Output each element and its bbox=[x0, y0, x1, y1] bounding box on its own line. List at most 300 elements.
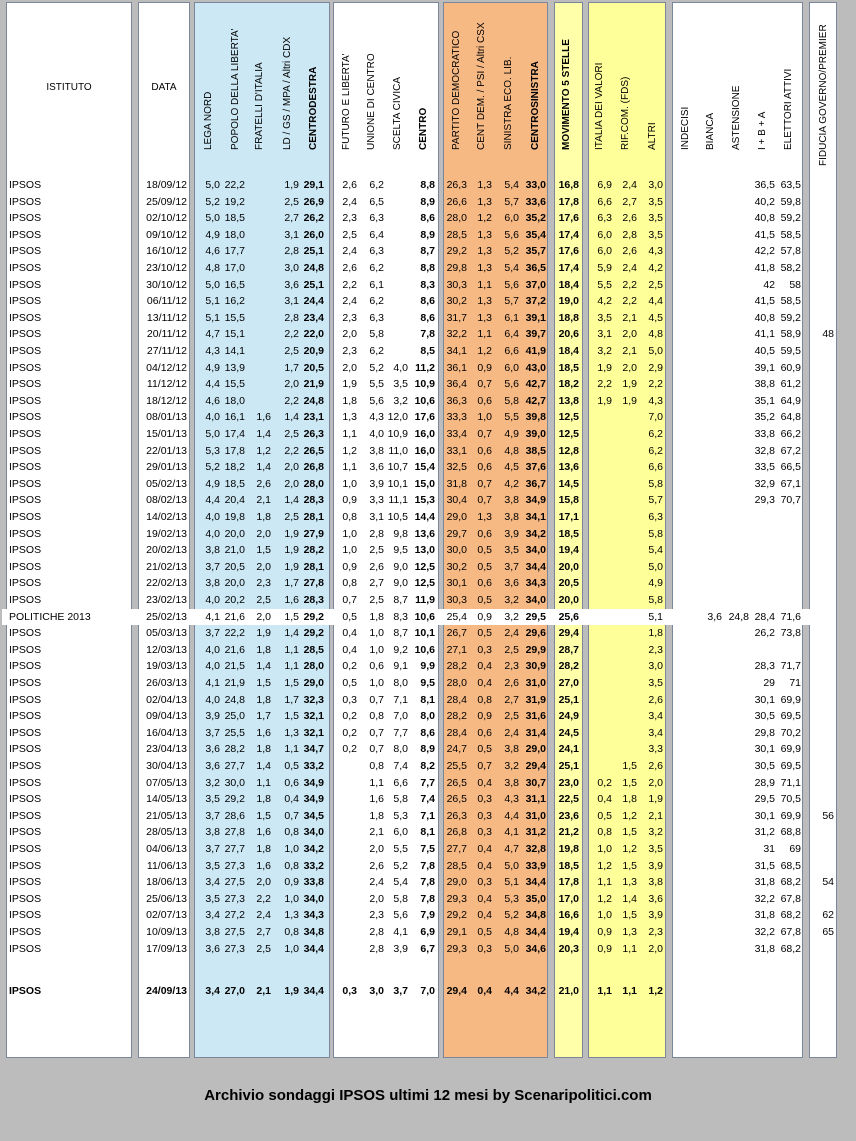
cell-rif: 2,4 bbox=[622, 262, 637, 274]
cell-scelta-civica: 9,2 bbox=[393, 643, 408, 656]
cell-pd: 29,4 bbox=[446, 985, 467, 997]
cell-centro: 8,0 bbox=[420, 710, 435, 723]
cell-iba: 31 bbox=[763, 843, 775, 855]
table-row bbox=[0, 360, 856, 377]
cell-altri: 3,5 bbox=[648, 677, 663, 689]
cell-fdi: 1,6 bbox=[256, 826, 271, 839]
cell-altri: 2,1 bbox=[648, 809, 663, 822]
cell-ld-altri: 1,7 bbox=[284, 361, 299, 374]
cell-cent-dem: 0,4 bbox=[477, 859, 492, 872]
cell-pdl: 20,5 bbox=[224, 560, 245, 573]
cell-udc: 2,1 bbox=[369, 826, 384, 839]
header-bianca: BIANCA bbox=[705, 112, 716, 150]
cell-ld-altri: 0,8 bbox=[284, 859, 299, 872]
cell-pd: 28,2 bbox=[446, 710, 467, 723]
cell-udc: 1,8 bbox=[369, 809, 384, 822]
cell-rif: 1,8 bbox=[622, 793, 637, 806]
cell-pdl: 16,2 bbox=[224, 295, 245, 308]
cell-centrodestra: 34,4 bbox=[303, 942, 324, 955]
cell-m5s: 14,5 bbox=[558, 477, 579, 490]
cell-centrodestra: 34,7 bbox=[303, 743, 324, 756]
cell-centrosinistra: 31,4 bbox=[525, 726, 546, 739]
cell-lega-nord: 4,4 bbox=[205, 494, 220, 507]
cell-istituto: IPSOS bbox=[9, 942, 42, 955]
cell-data: 02/07/13 bbox=[146, 909, 187, 922]
cell-cent-dem: 0,4 bbox=[477, 843, 492, 855]
cell-data: 14/05/13 bbox=[146, 793, 187, 806]
cell-idv: 1,1 bbox=[597, 876, 612, 889]
cell-fdi: 1,9 bbox=[256, 627, 271, 640]
cell-pd: 29,1 bbox=[446, 926, 467, 938]
cell-fdi: 1,6 bbox=[256, 411, 271, 424]
cell-altri: 3,4 bbox=[648, 726, 663, 739]
cell-lega-nord: 3,6 bbox=[205, 760, 220, 772]
cell-ld-altri: 1,6 bbox=[284, 594, 299, 606]
table-row bbox=[0, 575, 856, 592]
cell-istituto: IPSOS bbox=[9, 411, 42, 424]
cell-centrodestra: 25,1 bbox=[303, 245, 324, 258]
cell-fli: 0,2 bbox=[342, 743, 357, 756]
cell-centro: 8,2 bbox=[420, 760, 435, 772]
cell-elettori: 63,5 bbox=[780, 179, 801, 191]
table-row bbox=[0, 227, 856, 244]
cell-altri: 5,0 bbox=[648, 345, 663, 357]
cell-fli: 2,6 bbox=[342, 262, 357, 274]
cell-scelta-civica: 7,0 bbox=[393, 710, 408, 723]
cell-iba: 32,8 bbox=[754, 444, 775, 457]
cell-fli: 1,2 bbox=[342, 444, 357, 457]
cell-cent-dem: 1,0 bbox=[477, 411, 492, 424]
cell-lega-nord: 4,9 bbox=[205, 361, 220, 374]
cell-altri: 5,8 bbox=[648, 527, 663, 540]
cell-pdl: 21,0 bbox=[224, 544, 245, 557]
cell-centro: 8,6 bbox=[420, 726, 435, 739]
cell-centrosinistra: 31,6 bbox=[525, 710, 546, 723]
cell-altri: 3,2 bbox=[648, 826, 663, 839]
table-row bbox=[0, 326, 856, 343]
cell-altri: 2,6 bbox=[648, 693, 663, 706]
cell-fli: 1,1 bbox=[342, 461, 357, 474]
cell-m5s: 17,6 bbox=[558, 212, 579, 225]
cell-istituto: IPSOS bbox=[9, 859, 42, 872]
cell-m5s: 18,4 bbox=[558, 345, 579, 357]
cell-rif: 2,4 bbox=[622, 179, 637, 191]
table-row bbox=[0, 592, 856, 609]
cell-cent-dem: 0,6 bbox=[477, 461, 492, 474]
cell-scelta-civica: 3,2 bbox=[393, 394, 408, 407]
cell-istituto: IPSOS bbox=[9, 278, 42, 291]
cell-fli: 0,8 bbox=[342, 511, 357, 523]
cell-sel: 3,5 bbox=[504, 544, 519, 557]
cell-sel: 4,3 bbox=[504, 793, 519, 806]
table-row bbox=[0, 824, 856, 841]
cell-m5s: 17,8 bbox=[558, 876, 579, 889]
cell-scelta-civica: 5,8 bbox=[393, 793, 408, 806]
cell-ld-altri: 1,9 bbox=[284, 527, 299, 540]
cell-ld-altri: 2,8 bbox=[284, 311, 299, 324]
cell-scelta-civica: 10,1 bbox=[387, 477, 408, 490]
cell-centrodestra: 23,4 bbox=[303, 311, 324, 324]
cell-pdl: 25,0 bbox=[224, 710, 245, 723]
cell-fli: 0,5 bbox=[342, 610, 357, 623]
cell-udc: 3,8 bbox=[369, 444, 384, 457]
header-fiducia: FIDUCIA GOVERNO/PREMIER bbox=[818, 24, 829, 166]
cell-centrosinistra: 34,3 bbox=[525, 577, 546, 590]
cell-fdi: 1,4 bbox=[256, 660, 271, 673]
cell-pdl: 17,4 bbox=[224, 428, 245, 440]
cell-pd: 29,0 bbox=[446, 511, 467, 523]
cell-istituto: IPSOS bbox=[9, 477, 42, 490]
cell-fdi: 2,4 bbox=[256, 909, 271, 922]
cell-altri: 4,5 bbox=[648, 311, 663, 324]
cell-istituto: IPSOS bbox=[9, 926, 42, 938]
cell-pdl: 17,7 bbox=[224, 245, 245, 258]
cell-pdl: 20,2 bbox=[224, 594, 245, 606]
cell-elettori: 68,2 bbox=[780, 942, 801, 955]
cell-centrosinistra: 29,0 bbox=[525, 743, 546, 756]
cell-centrodestra: 26,5 bbox=[303, 444, 324, 457]
table-row bbox=[0, 874, 856, 891]
cell-ld-altri: 3,6 bbox=[284, 278, 299, 291]
cell-iba: 40,8 bbox=[754, 212, 775, 225]
cell-centrodestra: 26,3 bbox=[303, 428, 324, 440]
cell-cent-dem: 1,3 bbox=[477, 179, 492, 191]
table-row bbox=[0, 210, 856, 227]
table-row bbox=[0, 293, 856, 310]
cell-m5s: 20,0 bbox=[558, 594, 579, 606]
cell-centrodestra: 28,1 bbox=[303, 511, 324, 523]
cell-udc: 2,8 bbox=[369, 527, 384, 540]
cell-centrosinistra: 30,7 bbox=[525, 776, 546, 789]
cell-lega-nord: 3,9 bbox=[205, 710, 220, 723]
cell-udc: 3,0 bbox=[369, 985, 384, 997]
cell-fli: 0,9 bbox=[342, 560, 357, 573]
cell-istituto: IPSOS bbox=[9, 361, 42, 374]
cell-iba: 31,2 bbox=[754, 826, 775, 839]
cell-centrosinistra: 33,9 bbox=[525, 859, 546, 872]
cell-data: 29/01/13 bbox=[146, 461, 187, 474]
cell-udc: 6,3 bbox=[369, 245, 384, 258]
cell-idv: 5,9 bbox=[597, 262, 612, 274]
cell-fli: 2,0 bbox=[342, 361, 357, 374]
cell-iba: 31,8 bbox=[754, 909, 775, 922]
cell-scelta-civica: 10,5 bbox=[387, 511, 408, 523]
footer-caption: Archivio sondaggi IPSOS ultimi 12 mesi by Scenaripolitici.com bbox=[204, 1087, 652, 1104]
cell-m5s: 17,8 bbox=[558, 195, 579, 208]
cell-m5s: 29,4 bbox=[558, 627, 579, 640]
table-row bbox=[0, 542, 856, 559]
cell-centro: 15,0 bbox=[414, 477, 435, 490]
cell-centro: 10,6 bbox=[414, 610, 435, 623]
cell-fli: 0,2 bbox=[342, 726, 357, 739]
table-row bbox=[0, 758, 856, 775]
cell-scelta-civica: 5,8 bbox=[393, 892, 408, 905]
cell-lega-nord: 5,1 bbox=[205, 295, 220, 308]
cell-scelta-civica: 9,5 bbox=[393, 544, 408, 557]
cell-scelta-civica: 7,4 bbox=[393, 760, 408, 772]
cell-lega-nord: 5,0 bbox=[205, 212, 220, 225]
cell-m5s: 12,8 bbox=[558, 444, 579, 457]
cell-sel: 5,4 bbox=[504, 179, 519, 191]
cell-ld-altri: 1,0 bbox=[284, 892, 299, 905]
cell-scelta-civica: 8,7 bbox=[393, 627, 408, 640]
cell-pdl: 22,2 bbox=[224, 627, 245, 640]
cell-elettori: 59,2 bbox=[780, 212, 801, 225]
cell-pd: 36,1 bbox=[446, 361, 467, 374]
cell-centrodestra: 28,1 bbox=[303, 560, 324, 573]
cell-fli: 2,0 bbox=[342, 328, 357, 341]
cell-altri: 5,1 bbox=[648, 610, 663, 623]
cell-ld-altri: 1,0 bbox=[284, 843, 299, 855]
cell-istituto: IPSOS bbox=[9, 710, 42, 723]
cell-centro: 12,5 bbox=[414, 560, 435, 573]
header-fdi: FRATELLI D'ITALIA bbox=[254, 62, 265, 150]
table-row bbox=[0, 509, 856, 526]
cell-istituto: IPSOS bbox=[9, 826, 42, 839]
cell-scelta-civica: 9,0 bbox=[393, 577, 408, 590]
table-row bbox=[0, 642, 856, 659]
cell-fdi: 2,1 bbox=[256, 985, 271, 997]
cell-astensione: 24,8 bbox=[728, 610, 749, 623]
cell-data: 16/10/12 bbox=[146, 245, 187, 258]
table-row bbox=[0, 409, 856, 426]
cell-centrosinistra: 35,2 bbox=[525, 212, 546, 225]
cell-pd: 31,8 bbox=[446, 477, 467, 490]
cell-pd: 32,5 bbox=[446, 461, 467, 474]
cell-pdl: 27,3 bbox=[224, 892, 245, 905]
cell-m5s: 17,6 bbox=[558, 245, 579, 258]
cell-centrosinistra: 32,8 bbox=[525, 843, 546, 855]
cell-fdi: 2,6 bbox=[256, 477, 271, 490]
cell-centrosinistra: 34,4 bbox=[525, 876, 546, 889]
cell-scelta-civica: 7,7 bbox=[393, 726, 408, 739]
cell-centrosinistra: 39,1 bbox=[525, 311, 546, 324]
cell-ld-altri: 1,1 bbox=[284, 660, 299, 673]
cell-pdl: 15,5 bbox=[224, 378, 245, 391]
cell-lega-nord: 3,7 bbox=[205, 843, 220, 855]
cell-lega-nord: 5,1 bbox=[205, 311, 220, 324]
cell-data: 24/09/13 bbox=[146, 985, 187, 997]
cell-lega-nord: 3,8 bbox=[205, 826, 220, 839]
cell-sel: 5,7 bbox=[504, 295, 519, 308]
cell-iba: 35,1 bbox=[754, 394, 775, 407]
cell-elettori: 73,8 bbox=[780, 627, 801, 640]
table-row bbox=[0, 858, 856, 875]
cell-pdl: 18,0 bbox=[224, 394, 245, 407]
cell-udc: 2,5 bbox=[369, 594, 384, 606]
cell-pd: 30,0 bbox=[446, 544, 467, 557]
cell-rif: 2,6 bbox=[622, 245, 637, 258]
cell-cent-dem: 1,3 bbox=[477, 262, 492, 274]
cell-elettori: 71,6 bbox=[780, 610, 801, 623]
cell-istituto: IPSOS bbox=[9, 245, 42, 258]
cell-lega-nord: 5,3 bbox=[205, 444, 220, 457]
cell-pdl: 21,6 bbox=[224, 643, 245, 656]
cell-cent-dem: 0,4 bbox=[477, 776, 492, 789]
cell-iba: 30,1 bbox=[754, 809, 775, 822]
cell-lega-nord: 4,9 bbox=[205, 477, 220, 490]
cell-cent-dem: 0,8 bbox=[477, 693, 492, 706]
cell-udc: 6,3 bbox=[369, 212, 384, 225]
cell-sel: 2,3 bbox=[504, 660, 519, 673]
cell-elettori: 58,5 bbox=[780, 295, 801, 308]
cell-istituto: IPSOS bbox=[9, 909, 42, 922]
cell-istituto: IPSOS bbox=[9, 394, 42, 407]
cell-udc: 1,6 bbox=[369, 793, 384, 806]
cell-cent-dem: 0,7 bbox=[477, 477, 492, 490]
cell-centrodestra: 27,8 bbox=[303, 577, 324, 590]
cell-istituto: IPSOS bbox=[9, 809, 42, 822]
header-iba: I + B + A bbox=[757, 111, 768, 150]
cell-centrosinistra: 29,6 bbox=[525, 627, 546, 640]
cell-ld-altri: 2,2 bbox=[284, 328, 299, 341]
table-row bbox=[0, 741, 856, 758]
cell-centrodestra: 26,8 bbox=[303, 461, 324, 474]
table-row bbox=[0, 177, 856, 194]
cell-ld-altri: 2,7 bbox=[284, 212, 299, 225]
cell-centro: 7,7 bbox=[420, 776, 435, 789]
cell-istituto: IPSOS bbox=[9, 793, 42, 806]
cell-pd: 26,7 bbox=[446, 627, 467, 640]
cell-iba: 30,5 bbox=[754, 710, 775, 723]
table-row bbox=[0, 692, 856, 709]
cell-centro: 15,3 bbox=[414, 494, 435, 507]
cell-ld-altri: 1,5 bbox=[284, 677, 299, 689]
cell-pdl: 16,5 bbox=[224, 278, 245, 291]
cell-idv: 1,2 bbox=[597, 892, 612, 905]
cell-data: 11/06/13 bbox=[146, 859, 187, 872]
cell-ld-altri: 3,1 bbox=[284, 295, 299, 308]
cell-idv: 0,9 bbox=[597, 942, 612, 955]
cell-data: 12/03/13 bbox=[146, 643, 187, 656]
cell-m5s: 12,5 bbox=[558, 411, 579, 424]
cell-idv: 5,5 bbox=[597, 278, 612, 291]
header-astensione: ASTENSIONE bbox=[731, 85, 742, 150]
cell-iba: 33,5 bbox=[754, 461, 775, 474]
cell-sel: 5,4 bbox=[504, 262, 519, 274]
cell-iba: 30,1 bbox=[754, 693, 775, 706]
cell-sel: 6,4 bbox=[504, 328, 519, 341]
cell-ld-altri: 0,8 bbox=[284, 826, 299, 839]
cell-centrosinistra: 34,4 bbox=[525, 926, 546, 938]
cell-scelta-civica: 4,1 bbox=[393, 926, 408, 938]
header-sel: SINISTRA ECO. LIB. bbox=[503, 56, 514, 150]
cell-sel: 4,8 bbox=[504, 926, 519, 938]
header-rif: RIF.COM. (FDS) bbox=[620, 76, 631, 150]
cell-udc: 2,4 bbox=[369, 876, 384, 889]
cell-elettori: 68,8 bbox=[780, 826, 801, 839]
cell-fli: 0,3 bbox=[342, 985, 357, 997]
cell-scelta-civica: 6,0 bbox=[393, 826, 408, 839]
cell-sel: 5,3 bbox=[504, 892, 519, 905]
cell-ld-altri: 1,5 bbox=[284, 710, 299, 723]
cell-ld-altri: 0,7 bbox=[284, 809, 299, 822]
cell-rif: 2,0 bbox=[622, 328, 637, 341]
cell-pdl: 19,2 bbox=[224, 195, 245, 208]
cell-iba: 29,5 bbox=[754, 793, 775, 806]
cell-pd: 29,0 bbox=[446, 876, 467, 889]
cell-altri: 4,3 bbox=[648, 394, 663, 407]
cell-elettori: 69,5 bbox=[780, 710, 801, 723]
cell-centro: 11,2 bbox=[415, 361, 435, 374]
cell-pd: 26,8 bbox=[446, 826, 467, 839]
cell-fiducia: 54 bbox=[822, 876, 834, 889]
cell-centro: 10,6 bbox=[414, 394, 435, 407]
table-row bbox=[0, 891, 856, 908]
header-pdl: POPOLO DELLA LIBERTA' bbox=[230, 28, 241, 150]
cell-m5s: 18,5 bbox=[558, 859, 579, 872]
cell-udc: 2,3 bbox=[369, 909, 384, 922]
cell-rif: 2,0 bbox=[622, 361, 637, 374]
cell-data: 23/10/12 bbox=[146, 262, 187, 274]
header-idv: ITALIA DEI VALORI bbox=[594, 62, 605, 150]
cell-m5s: 19,4 bbox=[558, 926, 579, 938]
cell-centrosinistra: 37,6 bbox=[525, 461, 546, 474]
cell-rif: 1,5 bbox=[622, 826, 637, 839]
cell-lega-nord: 3,4 bbox=[205, 985, 220, 997]
cell-cent-dem: 0,4 bbox=[477, 677, 492, 689]
cell-m5s: 24,1 bbox=[558, 743, 579, 756]
cell-cent-dem: 0,4 bbox=[477, 892, 492, 905]
cell-pd: 27,1 bbox=[446, 643, 467, 656]
cell-data: 04/12/12 bbox=[146, 361, 187, 374]
cell-pdl: 17,0 bbox=[224, 262, 245, 274]
cell-fdi: 1,8 bbox=[256, 643, 271, 656]
cell-rif: 2,1 bbox=[622, 345, 637, 357]
cell-iba: 28,3 bbox=[754, 660, 775, 673]
table-row bbox=[0, 343, 856, 360]
cell-data: 09/04/13 bbox=[146, 710, 187, 723]
cell-ld-altri: 1,4 bbox=[284, 411, 299, 424]
cell-iba: 32,2 bbox=[754, 926, 775, 938]
cell-altri: 4,9 bbox=[648, 577, 663, 590]
cell-m5s: 20,3 bbox=[558, 942, 579, 955]
cell-pdl: 18,0 bbox=[224, 228, 245, 241]
cell-centrodestra: 20,9 bbox=[303, 345, 324, 357]
cell-udc: 0,7 bbox=[369, 726, 384, 739]
table-row bbox=[0, 194, 856, 211]
cell-centrodestra: 28,2 bbox=[303, 544, 324, 557]
cell-pdl: 27,3 bbox=[224, 942, 245, 955]
cell-udc: 4,3 bbox=[369, 411, 384, 424]
table-row bbox=[0, 841, 856, 858]
cell-sel: 2,5 bbox=[504, 710, 519, 723]
cell-ld-altri: 0,8 bbox=[284, 926, 299, 938]
cell-lega-nord: 3,7 bbox=[205, 726, 220, 739]
cell-cent-dem: 0,4 bbox=[477, 985, 492, 997]
cell-altri: 3,6 bbox=[648, 892, 663, 905]
cell-iba: 29,8 bbox=[754, 726, 775, 739]
cell-istituto: IPSOS bbox=[9, 760, 42, 772]
cell-centrosinistra: 35,4 bbox=[525, 228, 546, 241]
cell-fdi: 1,5 bbox=[256, 809, 271, 822]
cell-ld-altri: 0,9 bbox=[284, 876, 299, 889]
cell-pdl: 27,7 bbox=[224, 760, 245, 772]
cell-m5s: 25,6 bbox=[558, 610, 579, 623]
cell-iba: 42,2 bbox=[754, 245, 775, 258]
cell-cent-dem: 1,1 bbox=[477, 328, 492, 341]
cell-sel: 4,4 bbox=[504, 985, 519, 997]
cell-elettori: 70,2 bbox=[780, 726, 801, 739]
cell-iba: 41,5 bbox=[754, 295, 775, 308]
cell-idv: 3,1 bbox=[597, 328, 612, 341]
cell-m5s: 18,5 bbox=[558, 527, 579, 540]
cell-udc: 2,0 bbox=[369, 892, 384, 905]
cell-centro: 16,0 bbox=[414, 428, 435, 440]
cell-idv: 1,9 bbox=[597, 361, 612, 374]
cell-sel: 5,0 bbox=[504, 942, 519, 955]
cell-centrodestra: 28,0 bbox=[303, 477, 324, 490]
